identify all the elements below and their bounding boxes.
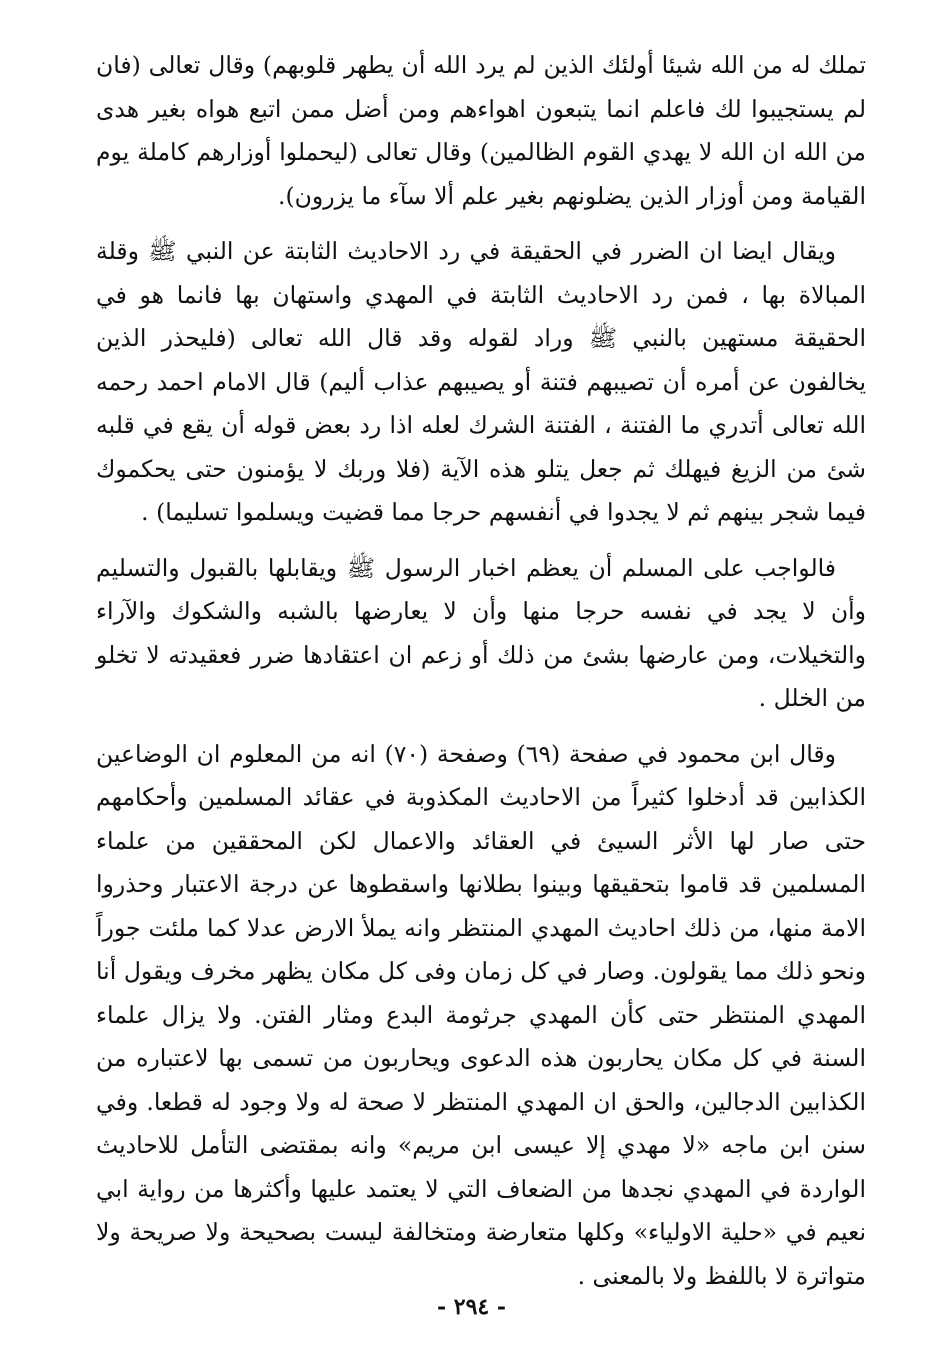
page-number: - ٢٩٤ -	[436, 1294, 507, 1320]
page-body	[96, 44, 866, 1310]
paragraph-1: تملك له من الله شيئا أولئك الذين لم يرد الله أن يطهر قلوبهم) وقال تعالى (فان لم يستجيبوا لك فاعلم انما يتبعون اهواءهم ومن أضل ممن اتبع هواه بغير هدى من الله ان الله لا يهدي القوم الظالمين) وقال تعالى (ليحملوا أوزارهم كاملة يوم القيامة ومن أوزار الذين يضلونهم بغير علم ألا سآء ما يزرون).	[96, 51, 866, 210]
paragraph-2: ويقال ايضا ان الضرر في الحقيقة في رد الاحاديث الثابتة عن النبي ﷺ وقلة المبالاة بها ، فمن رد الاحاديث الثابتة في المهدي واستهان بها فانما هو في الحقيقة مستهين بالنبي ﷺ وراد لقوله وقد قال الله تعالى (فليحذر الذين يخالفون عن أمره أن تصيبهم فتنة أو يصيبهم عذاب أليم) قال الامام احمد رحمه الله تعالى أتدري ما الفتنة ، الفتنة الشرك لعله اذا رد بعض قوله أن يقع في قلبه شئ من الزيغ فيهلك ثم جعل يتلو هذه الآية (فلا وربك لا يؤمنون حتى يحكموك فيما شجر بينهم ثم لا يجدوا في أنفسهم حرجا مما قضيت ويسلموا تسليما) .	[96, 237, 866, 526]
paragraph-3: فالواجب على المسلم أن يعظم اخبار الرسول ﷺ ويقابلها بالقبول والتسليم وأن لا يجد في نفسه حرجا منها وأن لا يعارضها بالشبه والشكوك والآراء والتخيلات، ومن عارضها بشئ من ذلك أو زعم ان اعتقادها ضرر فعقيدته لا تخلو من الخلل .	[96, 553, 866, 712]
paragraph-4: وقال ابن محمود في صفحة (٦٩) وصفحة (٧٠) انه من المعلوم ان الوضاعين الكذابين قد أدخلوا كثيراً من الاحاديث المكذوبة في عقائد المسلمين وأحكامهم حتى صار لها الأثر السيئ في العقائد والاعمال لكن المحققين من علماء المسلمين قد قاموا بتحقيقها وبينوا بطلانها واسقطوها عن درجة الاعتبار وحذروا الامة منها، من ذلك احاديث المهدي المنتظر وانه يملأ الارض عدلا كما ملئت جوراً ونحو ذلك مما يقولون. وصار في كل زمان وفى كل مكان يظهر مخرف ويقول أنا المهدي المنتظر حتى كأن المهدي جرثومة البدع ومثار الفتن. ولا يزال علماء السنة في كل مكان يحاربون هذه الدعوى ويحاربون من تسمى بها لاعتباره من الكذابين الدجالين، والحق ان المهدي المنتظر لا صحة له ولا وجود له قطعا. وفي سنن ابن ماجه «لا مهدي إلا عيسى ابن مريم» وانه بمقتضى التأمل للاحاديث الواردة في المهدي نجدها من الضعاف التي لا يعتمد عليها وأكثرها من رواية ابي نعيم في «حلية الاولياء» وكلها متعارضة ومتخالفة ليست بصحيحة ولا صريحة ولا متواترة لا باللفظ ولا بالمعنى .	[96, 739, 866, 1290]
